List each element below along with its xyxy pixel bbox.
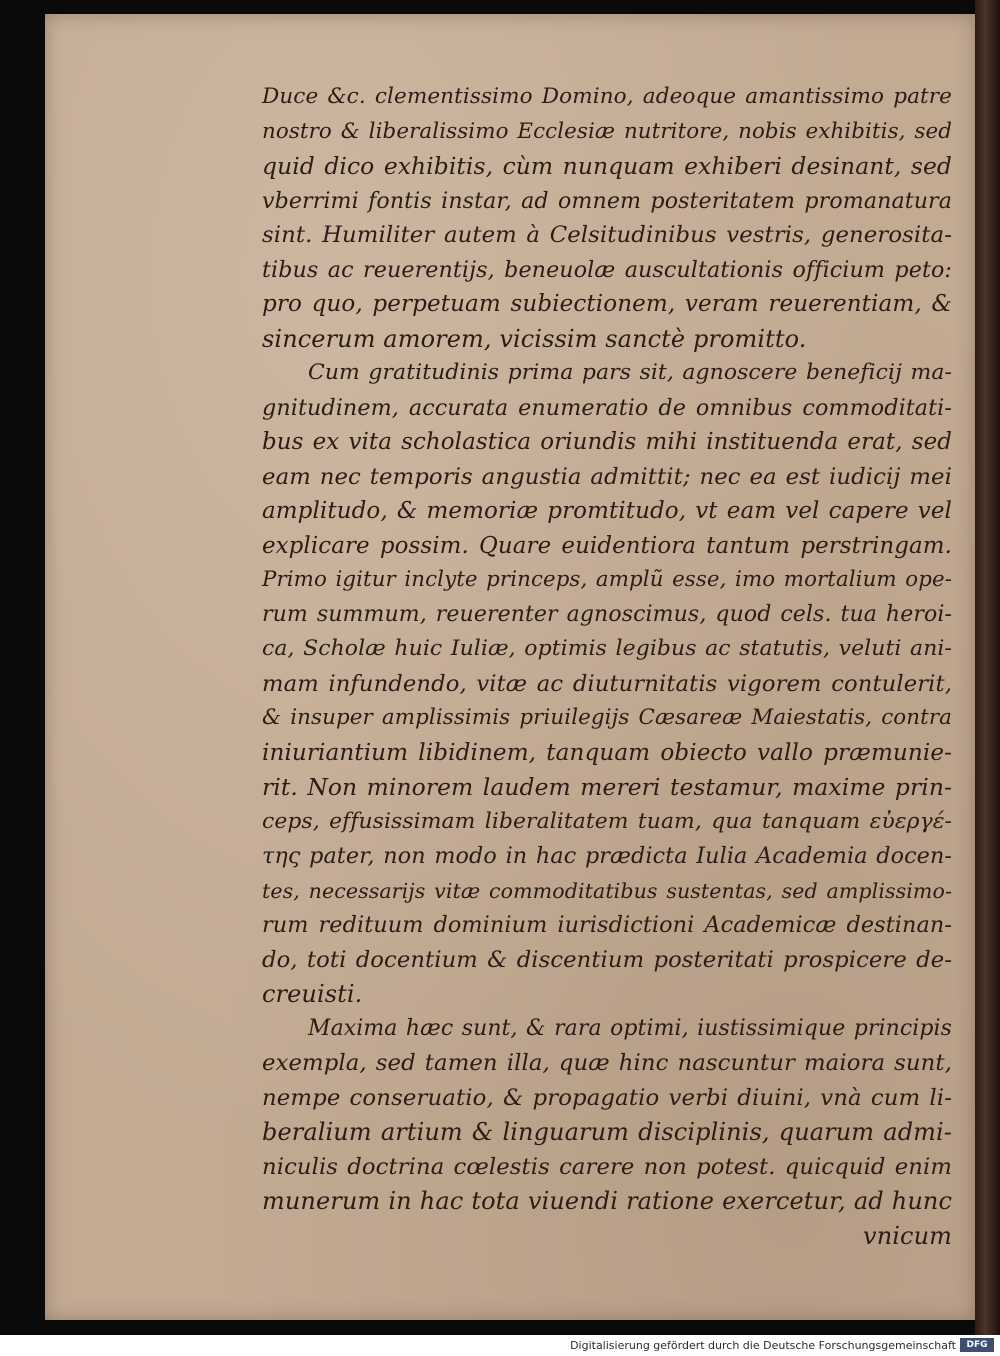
text-line-paragraph-start: Maxima hæc sunt, & rara optimi, iustissimique principis (308, 1015, 952, 1041)
text-line: rit. Non minorem laudem mereri testamur, maxime prin- (262, 773, 952, 801)
catchword: vnicum (863, 1221, 952, 1250)
book-spine-edge (975, 0, 1000, 1335)
text-line: niculis doctrina cœlestis carere non potest. quicquid enim (262, 1153, 952, 1180)
dfg-logo: DFG (960, 1338, 994, 1352)
text-line: munerum in hac tota viuendi ratione exercetur, ad hunc (262, 1187, 952, 1215)
text-line: sint. Humiliter autem à Celsitudinibus vestris, generosita- (262, 222, 952, 248)
text-line: creuisti. (262, 980, 363, 1008)
text-line: ceps, effusissimam liberalitatem tuam, qua tanquam εὐεργέ- (262, 808, 952, 834)
text-line: nempe conseruatio, & propagatio verbi diuini, vnà cum li- (262, 1084, 952, 1111)
text-line: eam nec temporis angustia admittit; nec ea est iudicij mei (262, 463, 952, 490)
text-line: rum summum, reuerenter agnoscimus, quod cels. tua heroi- (262, 601, 952, 627)
text-line: do, toti docentium & discentium posteritati prospicere de- (262, 946, 952, 973)
page-text-block (262, 80, 952, 1253)
text-line: explicare possim. Quare euidentiora tantum perstringam. (262, 532, 952, 559)
text-line: της pater, non modo in hac prædicta Iulia Academia docen- (262, 843, 952, 869)
text-line: bus ex vita scholastica oriundis mihi instituenda erat, sed (262, 429, 952, 455)
digitization-footer (0, 1335, 1000, 1356)
text-line: nostro & liberalissimo Ecclesiæ nutritore, nobis exhibitis, sed (262, 118, 952, 144)
text-line: ca, Scholæ huic Iuliæ, optimis legibus ac statutis, veluti ani- (262, 636, 952, 661)
text-line: sincerum amorem, vicissim sanctè promitto. (262, 324, 807, 353)
text-line: mam infundendo, vitæ ac diuturnitatis vigorem contulerit, (262, 670, 952, 697)
text-line: tes, necessarijs vitæ commoditatibus sustentas, sed amplissimo- (262, 878, 952, 903)
text-line: tibus ac reuerentijs, beneuolæ auscultationis officium peto: (262, 256, 952, 283)
text-line: Duce &c. clementissimo Domino, adeoque amantissimo patre (262, 84, 952, 109)
text-line: vberrimi fontis instar, ad omnem posteritatem promanatura (262, 187, 952, 214)
dfg-credit-text: Digitalisierung gefördert durch die Deutsche Forschungsgemeinschaft (570, 1339, 956, 1352)
text-line: pro quo, perpetuam subiectionem, veram reuerentiam, & (262, 291, 952, 317)
text-line: & insuper amplissimis priuilegijs Cæsareæ Maiestatis, contra (262, 705, 952, 730)
text-line: exempla, sed tamen illa, quæ hinc nascuntur maiora sunt, (262, 1050, 952, 1076)
text-line: quid dico exhibitis, cùm nunquam exhiberi desinant, sed (262, 152, 952, 180)
text-line: iniuriantium libidinem, tanquam obiecto vallo præmunie- (262, 739, 952, 766)
text-line: gnitudinem, accurata enumeratio de omnibus commoditati- (262, 394, 952, 421)
text-line-paragraph-start: Cum gratitudinis prima pars sit, agnoscere beneficij ma- (308, 360, 952, 385)
text-line: amplitudo, & memoriæ promtitudo, vt eam vel capere vel (262, 498, 952, 524)
text-line: Primo igitur inclyte princeps, amplũ esse, imo mortalium ope- (262, 567, 952, 592)
text-line: rum redituum dominium iurisdictioni Academicæ destinan- (262, 912, 952, 938)
text-line: beralium artium & linguarum disciplinis, quarum admi- (262, 1118, 952, 1146)
